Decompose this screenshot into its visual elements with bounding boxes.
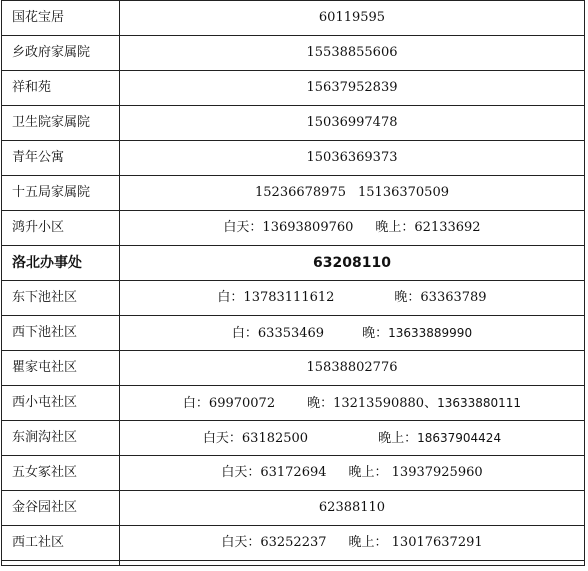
table-row	[2, 106, 585, 141]
table-row	[2, 491, 585, 526]
table-row	[2, 456, 585, 491]
night-phone: 晚：13213590880、	[307, 395, 438, 411]
location-name: 东下池社区	[2, 281, 120, 316]
phone-number: 60119595	[120, 1, 585, 36]
phone-number: 15036997478	[120, 106, 585, 141]
night-phone-label: 晚：	[362, 325, 389, 341]
table-row	[2, 176, 585, 211]
phone-cell	[120, 211, 585, 246]
table-row-partial	[2, 561, 585, 566]
table-row	[2, 421, 585, 456]
phone-number: 15538855606	[120, 36, 585, 71]
location-name: 五女冢社区	[2, 456, 120, 491]
location-name: 鸿升小区	[2, 211, 120, 246]
phone-number: 15838802776	[120, 351, 585, 386]
table-row	[2, 351, 585, 386]
phone-cell	[120, 526, 585, 561]
phone-cell	[120, 176, 585, 211]
phone-number: 15036369373	[120, 141, 585, 176]
location-name: 西工社区	[2, 526, 120, 561]
table-row	[2, 316, 585, 351]
location-name: 祥和苑	[2, 71, 120, 106]
night-phone: 晚上： 13017637291	[348, 535, 483, 550]
location-name: 卫生院家属院	[2, 106, 120, 141]
table-row	[2, 281, 585, 316]
day-phone: 白天：63172694	[221, 465, 327, 480]
phone-number: 15236678975	[255, 185, 346, 200]
night-phone: 晚上：62133692	[375, 220, 481, 235]
day-phone: 白：13783111612	[217, 290, 335, 305]
day-phone: 白天：63252237	[221, 535, 327, 550]
day-phone: 白：63353469	[231, 325, 325, 341]
empty-cell	[120, 561, 585, 566]
phone-number: 15637952839	[120, 71, 585, 106]
location-name: 国花宝居	[2, 1, 120, 36]
location-name: 乡政府家属院	[2, 36, 120, 71]
night-phone-label: 晚上：	[378, 430, 418, 446]
phone-cell	[120, 421, 585, 456]
table-row	[2, 386, 585, 421]
office-name: 洛北办事处	[2, 246, 120, 281]
location-name: 瞿家屯社区	[2, 351, 120, 386]
location-name: 青年公寓	[2, 141, 120, 176]
office-phone: 63208110	[120, 246, 585, 281]
phone-number-secondary: 15136370509	[358, 185, 449, 200]
table-row	[2, 71, 585, 106]
location-name: 十五局家属院	[2, 176, 120, 211]
night-phone: 13633889990	[388, 325, 473, 340]
table-row	[2, 1, 585, 36]
table-row	[2, 211, 585, 246]
phone-number: 62388110	[120, 491, 585, 526]
night-phone: 18637904424	[417, 430, 502, 445]
day-phone: 白天：63182500	[202, 430, 309, 446]
night-phone: 晚上： 13937925960	[348, 465, 483, 480]
day-phone: 白：69970072	[182, 395, 276, 411]
table-row	[2, 526, 585, 561]
empty-cell	[2, 561, 120, 566]
day-phone: 白天：13693809760	[223, 220, 354, 235]
table-row	[2, 36, 585, 71]
phone-cell	[120, 456, 585, 491]
night-phone-alt: 13633880111	[437, 395, 522, 410]
night-phone: 晚：63363789	[394, 290, 487, 305]
location-name: 东涧沟社区	[2, 421, 120, 456]
location-name: 西小屯社区	[2, 386, 120, 421]
contact-directory-table	[1, 0, 585, 566]
phone-cell	[120, 316, 585, 351]
phone-cell	[120, 281, 585, 316]
table-row	[2, 141, 585, 176]
section-header-row	[2, 246, 585, 281]
phone-cell	[120, 386, 585, 421]
location-name: 西下池社区	[2, 316, 120, 351]
location-name: 金谷园社区	[2, 491, 120, 526]
